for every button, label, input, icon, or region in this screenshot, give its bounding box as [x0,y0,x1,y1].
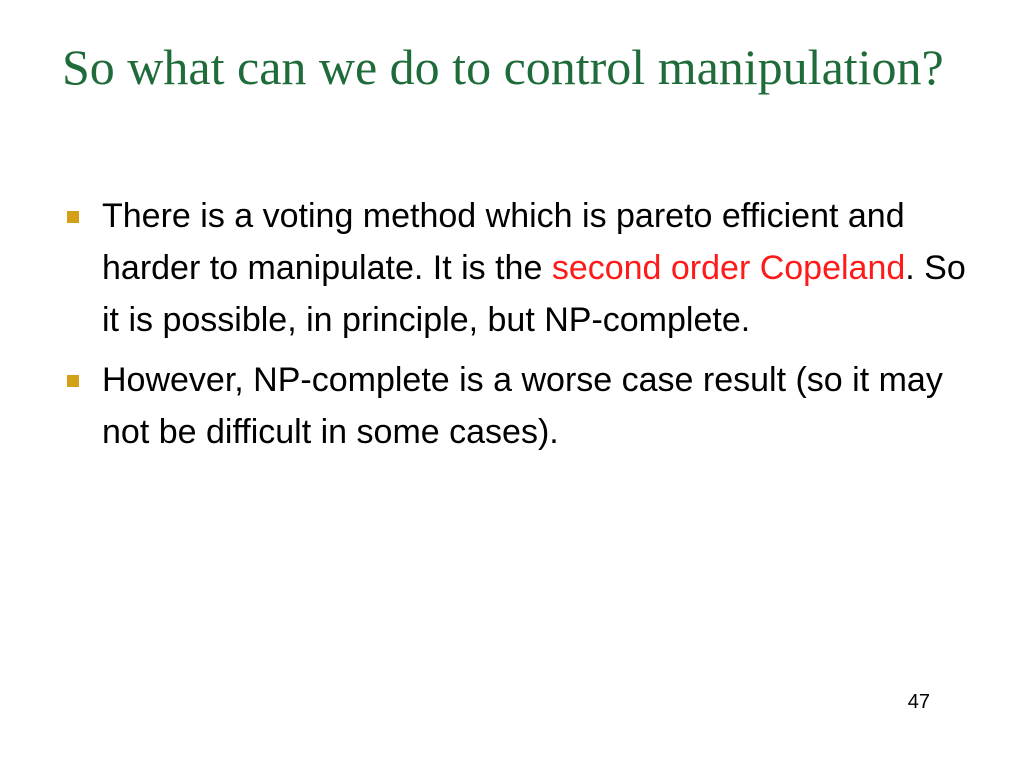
page-number: 47 [907,691,930,713]
bullet-text: However, NP-complete is a worse case result (so it may not be difficult in some cases). [102,361,943,451]
bullet-item-voting-method [62,190,972,346]
bullet-item-np-complete [62,354,972,458]
bullet-text-before-highlight: There is a voting method which is pareto efficient and harder to manipulate. It is the [102,197,905,287]
bullet-list [62,190,972,466]
bullet-text-after-highlight: . So it is possible, in principle, but NP-complete. [102,249,966,339]
slide-title: So what can we do to control manipulation? [62,39,944,95]
highlighted-method-name: second order Copeland [551,249,906,287]
square-bullet-icon [67,375,79,387]
square-bullet-icon [67,211,79,223]
